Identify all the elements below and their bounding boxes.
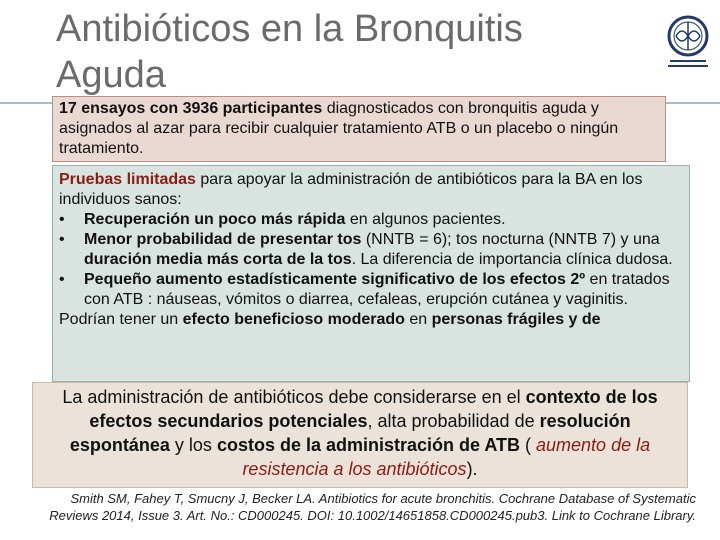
bullet-1-text: en algunos pacientes. <box>345 211 506 228</box>
conclusion-text-2: , alta probabilidad de <box>367 411 540 431</box>
bullet-icon: • <box>59 211 65 228</box>
last-line-bold: efecto beneficioso moderado <box>182 311 405 328</box>
bullet-icon: • <box>59 231 65 248</box>
conclusion-text-5: ). <box>466 459 478 479</box>
conclusion-bold-3: costos de la administración de ATB <box>216 435 521 455</box>
conclusion-bold-1: contexto de los efectos secundarios potenciales <box>89 387 658 431</box>
evidence-box <box>52 165 690 382</box>
citation: Smith SM, Fahey T, Smucny J, Becker LA. Antibiotics for acute bronchitis. Cochrane Database of Systematic Reviews 2014, Issue 3. Art. No.: CD000245. DOI: 10.1002/14651858.CD000245.pub3. Link to Cochrane Library. <box>49 491 696 523</box>
slide-title-line-1: Antibióticos en la Bronquitis <box>56 8 523 50</box>
conclusion-bold-2: resolución espontánea <box>69 411 631 455</box>
conclusion-italic: aumento de la resistencia a los antibióticos <box>242 435 651 479</box>
conclusion-text-1: La administración de antibióticos debe considerarse en el <box>62 387 526 407</box>
last-line-mid: en <box>404 311 432 328</box>
study-count: 17 ensayos con 3936 participantes <box>59 100 323 117</box>
study-summary-box <box>52 96 666 162</box>
last-line-text: Podrían tener un <box>59 311 183 328</box>
last-line-bold-2: personas frágiles y de <box>431 311 601 328</box>
evidence-last-line <box>59 310 683 330</box>
cochrane-logo-icon <box>662 14 714 74</box>
study-description: diagnosticados con bronquitis aguda y asignados al azar para recibir cualquier tratamiento ATB o un placebo o ningún tratamiento. <box>59 100 619 157</box>
bullet-2-bold: Menor probabilidad de presentar tos <box>84 231 362 248</box>
bullet-3-bold: Pequeño aumento estadísticamente significativo de los efectos 2º <box>84 271 586 288</box>
bullet-2-text: (NNTB = 6); tos nocturna (NNTB 7) y una <box>361 231 660 248</box>
conclusion-text-3: y los <box>169 435 217 455</box>
list-item <box>59 210 683 230</box>
list-item <box>59 270 683 310</box>
evidence-intro-highlight: Pruebas limitadas <box>59 171 196 188</box>
conclusion-box <box>32 382 688 488</box>
evidence-intro <box>59 170 683 210</box>
bullet-icon: • <box>59 271 65 288</box>
slide-title <box>56 6 646 98</box>
bullet-2-text-2: . La diferencia de importancia clínica dudosa. <box>351 251 673 268</box>
list-item <box>59 230 683 270</box>
bullet-2-bold-2: duración media más corta de la tos <box>84 251 352 268</box>
bullet-3-text: en tratados con ATB : náuseas, vómitos o diarrea, cefaleas, erupción cutánea y vaginitis. <box>84 271 670 308</box>
evidence-intro-text: para apoyar la administración de antibióticos para la BA en los individuos sanos: <box>59 171 643 208</box>
bullet-1-bold: Recuperación un poco más rápida <box>84 211 346 228</box>
conclusion-text-4: ( <box>520 435 537 455</box>
slide-title-line-2: Aguda <box>56 54 166 96</box>
